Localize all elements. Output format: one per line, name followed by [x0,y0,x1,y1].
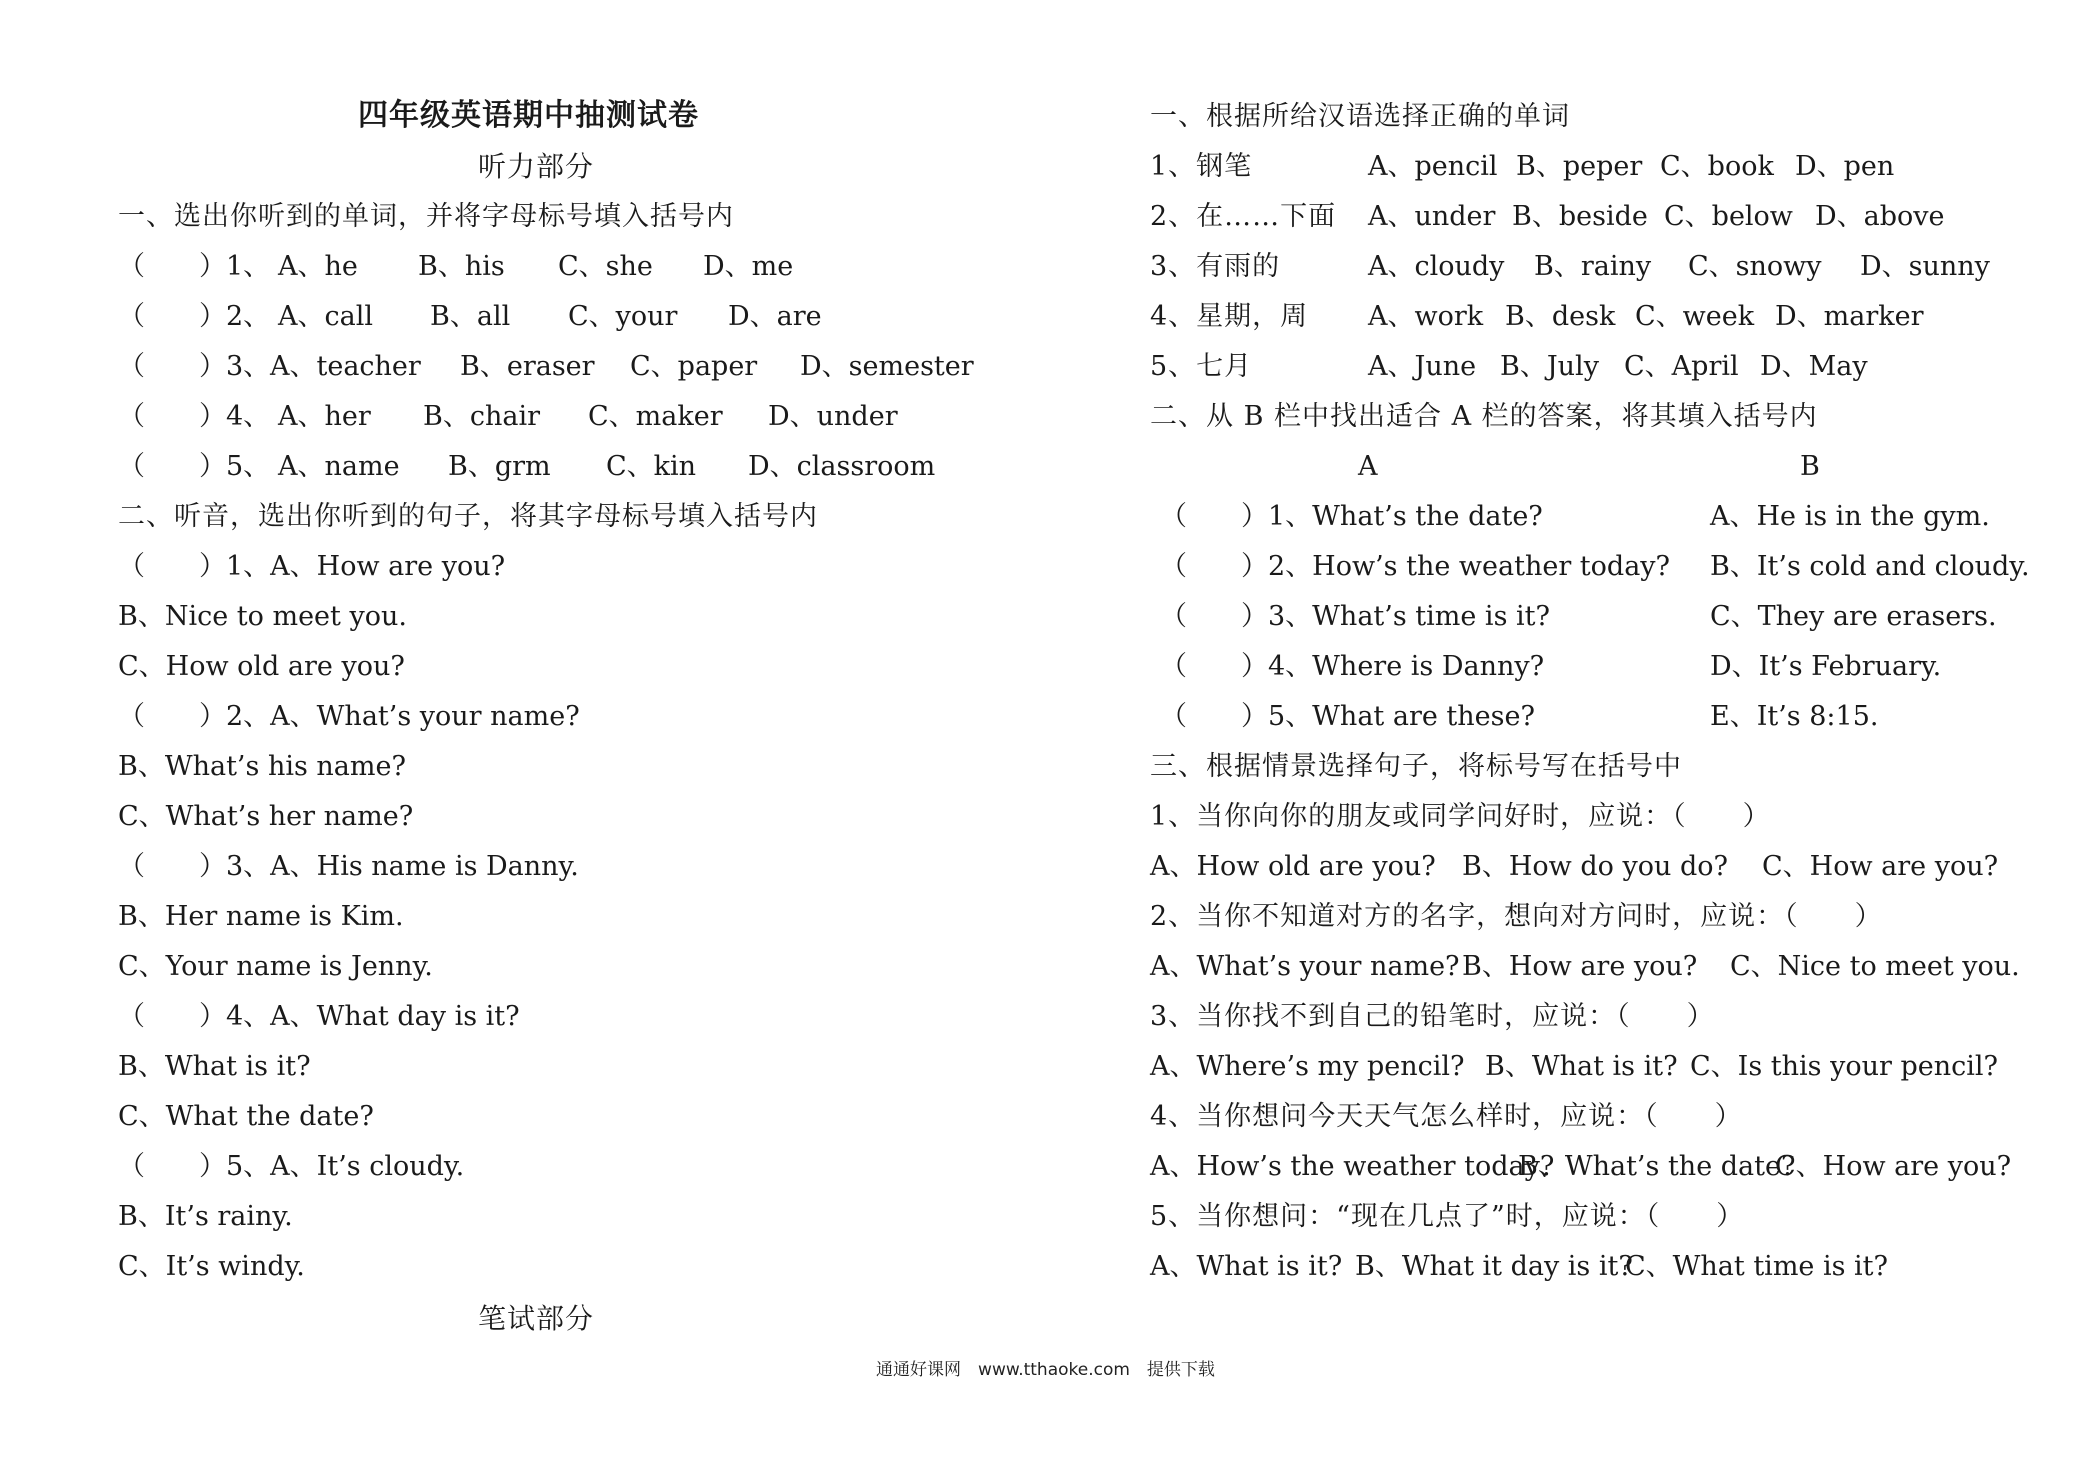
question-line[interactable]: （ ）1、A、How are you? [118,551,506,582]
option-c: C、What time is it? [1625,1251,1889,1282]
option-b: B、his [418,251,505,282]
option-c: C、How are you? [1762,851,1999,882]
match-answer: E、It’s 8:15. [1710,701,1879,732]
option-a: A、pencil [1368,151,1498,182]
listening-part2-heading: 二、听音，选出你听到的句子，将其字母标号填入括号内 [118,501,818,532]
option-a: A、teacher [270,351,421,382]
option-d: D、May [1760,351,1868,382]
option-line: B、Nice to meet you. [118,601,407,632]
option-d: D、sunny [1860,251,1990,282]
option-b: B、What’s the date? [1518,1151,1796,1182]
option-a: A、he [278,251,358,282]
scenario-question[interactable]: 3、当你找不到自己的铅笔时，应说：（ ） [1150,1001,1715,1032]
chinese-prompt: 3、有雨的 [1150,251,1281,282]
written-part2-heading: 二、从 B 栏中找出适合 A 栏的答案，将其填入括号内 [1150,401,1818,432]
option-a: A、work [1368,301,1484,332]
option-c: C、How are you? [1775,1151,2012,1182]
column-a-label: A [1358,451,1378,482]
option-b: B、eraser [460,351,595,382]
option-c: C、your [568,301,678,332]
option-a: A、What is it? [1150,1251,1343,1282]
match-answer: D、It’s February. [1710,651,1942,682]
scenario-question[interactable]: 4、当你想问今天天气怎么样时，应说：（ ） [1150,1101,1743,1132]
option-a: A、June [1368,351,1477,382]
question-line[interactable]: （ ）2、A、What’s your name? [118,701,580,732]
option-a: A、under [1368,201,1496,232]
option-c: C、below [1664,201,1793,232]
option-b: B、How are you? [1462,951,1698,982]
option-c: C、maker [588,401,723,432]
match-answer: B、It’s cold and cloudy. [1710,551,2030,582]
written-part1-heading: 一、根据所给汉语选择正确的单词 [1150,101,1570,132]
question-line[interactable]: （ ）4、A、What day is it? [118,1001,520,1032]
option-a: A、her [278,401,371,432]
option-b: B、beside [1512,201,1648,232]
match-answer: A、He is in the gym. [1710,501,1990,532]
option-b: B、grm [448,451,551,482]
option-c: C、week [1635,301,1755,332]
option-a: A、What’s your name? [1150,951,1460,982]
match-question[interactable]: （ ）5、What are these? [1160,701,1535,732]
scenario-question[interactable]: 5、当你想问：“现在几点了”时，应说：（ ） [1150,1201,1745,1232]
answer-bracket[interactable]: （ ）2、 [118,301,271,332]
option-d: D、above [1815,201,1945,232]
option-d: D、semester [800,351,974,382]
option-b: B、rainy [1534,251,1652,282]
option-d: D、me [703,251,794,282]
scenario-question[interactable]: 1、当你向你的朋友或同学问好时，应说：（ ） [1150,801,1771,832]
written-part3-heading: 三、根据情景选择句子，将标号写在括号中 [1150,751,1682,782]
option-b: B、desk [1505,301,1616,332]
option-a: A、cloudy [1368,251,1505,282]
option-b: B、What it day is it? [1355,1251,1633,1282]
option-b: B、peper [1516,151,1643,182]
option-line: C、Your name is Jenny. [118,951,433,982]
chinese-prompt: 5、七月 [1150,351,1253,382]
option-line: C、What’s her name? [118,801,414,832]
option-b: B、chair [423,401,540,432]
option-line: C、It’s windy. [118,1251,305,1282]
option-c: C、snowy [1688,251,1822,282]
listening-part1-heading: 一、选出你听到的单词，并将字母标号填入括号内 [118,201,734,232]
option-line: C、How old are you? [118,651,405,682]
option-c: C、kin [606,451,697,482]
match-question[interactable]: （ ）3、What’s time is it? [1160,601,1550,632]
answer-bracket[interactable]: （ ）4、 [118,401,271,432]
option-c: C、book [1660,151,1774,182]
question-line[interactable]: （ ）3、A、His name is Danny. [118,851,579,882]
question-line[interactable]: （ ）5、A、It’s cloudy. [118,1151,465,1182]
chinese-prompt: 2、在……下面 [1150,201,1337,232]
option-a: A、name [278,451,400,482]
column-b-label: B [1800,451,1820,482]
answer-bracket[interactable]: （ ）5、 [118,451,271,482]
option-line: B、What’s his name? [118,751,406,782]
written-header: 笔试部分 [478,1302,595,1335]
listening-header: 听力部分 [478,150,595,183]
chinese-prompt: 1、钢笔 [1150,151,1253,182]
answer-bracket[interactable]: （ ）1、 [118,251,271,282]
option-c: C、she [558,251,653,282]
option-b: B、What is it? [1485,1051,1678,1082]
match-question[interactable]: （ ）4、Where is Danny? [1160,651,1545,682]
match-question[interactable]: （ ）1、What’s the date? [1160,501,1543,532]
answer-bracket[interactable]: （ ）3、 [118,351,271,382]
option-d: D、classroom [748,451,936,482]
option-c: C、Nice to meet you. [1730,951,2020,982]
option-d: D、pen [1795,151,1895,182]
chinese-prompt: 4、星期，周 [1150,301,1309,332]
scenario-question[interactable]: 2、当你不知道对方的名字，想向对方问时，应说：（ ） [1150,901,1883,932]
page-title: 四年级英语期中抽测试卷 [358,98,699,133]
option-d: D、under [768,401,898,432]
option-d: D、are [728,301,822,332]
option-line: C、What the date? [118,1101,374,1132]
option-c: C、paper [630,351,758,382]
option-line: B、Her name is Kim. [118,901,404,932]
option-a: A、Where’s my pencil? [1150,1051,1465,1082]
footer-credit: 通通好课网 www.tthaoke.com 提供下载 [876,1360,1215,1380]
option-c: C、April [1624,351,1739,382]
option-b: B、How do you do? [1462,851,1728,882]
option-a: A、How old are you? [1150,851,1436,882]
option-a: A、How’s the weather today? [1150,1151,1555,1182]
match-answer: C、They are erasers. [1710,601,1997,632]
match-question[interactable]: （ ）2、How’s the weather today? [1160,551,1671,582]
option-a: A、call [278,301,373,332]
option-line: B、What is it? [118,1051,311,1082]
option-d: D、marker [1775,301,1924,332]
option-b: B、all [430,301,511,332]
option-c: C、Is this your pencil? [1690,1051,1998,1082]
option-line: B、It’s rainy. [118,1201,293,1232]
option-b: B、July [1500,351,1599,382]
